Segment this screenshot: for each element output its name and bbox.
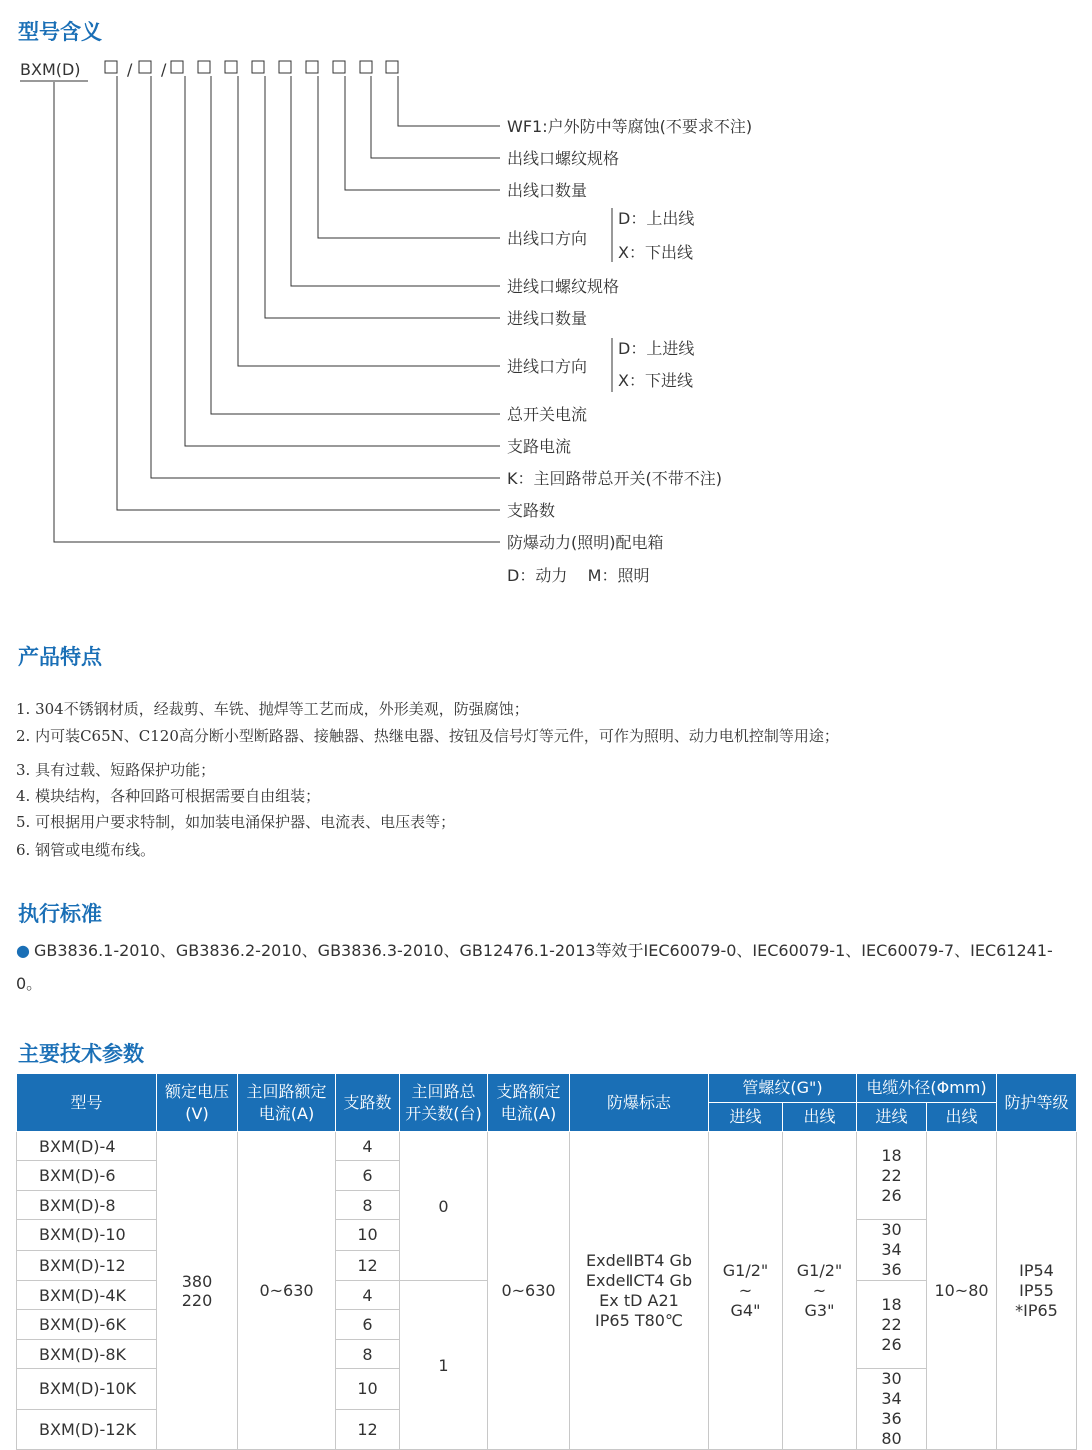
meaning-label: 出线口螺纹规格 (507, 149, 620, 168)
section-title-model-meaning: 型号含义 (18, 20, 102, 44)
meaning-label: 进线口数量 (507, 309, 588, 328)
model-cell: BXM(D)-6K (17, 1310, 157, 1340)
leader-line-11 (117, 76, 500, 510)
code-box-1 (105, 61, 117, 73)
leader-line-1 (398, 76, 500, 126)
meaning-label: 防爆动力(照明)配电箱 (507, 533, 664, 552)
code-box-9 (333, 61, 345, 73)
model-cell: BXM(D)-4K (17, 1281, 157, 1310)
main-current-cell: 0~630 (238, 1132, 336, 1450)
branch-count-cell: 8 (336, 1340, 400, 1369)
header-cable-outlet: 出线 (927, 1103, 997, 1132)
model-code-diagram (0, 0, 1092, 600)
standards-paragraph (16, 934, 1066, 1000)
code-box-2 (139, 61, 151, 73)
branch-count-cell: 10 (336, 1369, 400, 1410)
header-voltage-unit: (V) (185, 1103, 209, 1123)
feature-item: 4. 模块结构，各种回路可根据需要自由组装； (16, 787, 321, 805)
leader-line-5 (291, 76, 500, 286)
branch-count-cell: 6 (336, 1161, 400, 1191)
branch-count-cell: 6 (336, 1310, 400, 1340)
model-cell: BXM(D)-12K (17, 1409, 157, 1450)
header-main-switch-label: 主回路总 (411, 1081, 476, 1101)
thread-inlet-cell: G1/2" ~ G4" (709, 1132, 783, 1450)
code-box-4 (198, 61, 210, 73)
code-slash-2: / (161, 60, 167, 79)
branch-count-cell: 4 (336, 1281, 400, 1310)
voltage-cell: 380 220 (157, 1132, 238, 1450)
section-title-features: 产品特点 (18, 645, 102, 669)
header-main-current-unit: 电流(A) (258, 1103, 315, 1123)
header-protection: 防护等级 (997, 1074, 1077, 1132)
leader-line-3 (345, 76, 500, 190)
code-box-8 (306, 61, 318, 73)
code-slash-1: / (127, 60, 133, 79)
feature-item: 6. 钢管或电缆布线。 (16, 841, 156, 859)
branch-count-cell: 10 (336, 1220, 400, 1251)
code-box-5 (225, 61, 237, 73)
leader-line-2 (371, 76, 500, 158)
model-cell: BXM(D)-10K (17, 1369, 157, 1410)
header-model: 型号 (17, 1074, 157, 1132)
meaning-label: 进线口方向 (507, 357, 588, 376)
feature-item: 3. 具有过载、短路保护功能； (16, 761, 216, 779)
leader-line-8 (211, 76, 500, 414)
code-box-6 (252, 61, 264, 73)
box-type-note: D：动力 M：照明 (507, 566, 650, 585)
model-cell: BXM(D)-12 (17, 1250, 157, 1281)
header-ex-mark: 防爆标志 (570, 1074, 709, 1132)
parameter-table (16, 1073, 1077, 1450)
header-main-switch-unit: 开关数(台) (405, 1103, 482, 1123)
inlet-option-down: X：下进线 (618, 371, 693, 390)
feature-item: 2. 内可装C65N、C120高分断小型断路器、接触器、热继电器、按钮及信号灯等元件，可作为照明、动力电机控制等用途； (16, 727, 839, 745)
thread-outlet-cell: G1/2" ~ G3" (783, 1132, 857, 1450)
header-voltage (157, 1074, 238, 1132)
header-cable-inlet: 进线 (857, 1103, 927, 1132)
section-title-parameters: 主要技术参数 (18, 1042, 144, 1066)
model-code-line (20, 60, 88, 81)
outlet-option-up: D：上出线 (618, 209, 695, 228)
meaning-label: WF1:户外防中等腐蚀(不要求不注) (507, 117, 753, 136)
header-branches: 支路数 (336, 1074, 400, 1132)
meaning-label: 支路数 (507, 501, 556, 520)
header-cable-od: 电缆外径(Φmm) (857, 1074, 997, 1103)
feature-item: 5. 可根据用户要求特制，如加装电涌保护器、电流表、电压表等； (16, 813, 456, 831)
header-main-current-label: 主回路额定 (246, 1081, 327, 1101)
branch-current-cell: 0~630 (488, 1132, 570, 1450)
code-box-10 (360, 61, 372, 73)
cable-inlet-cell: 18 22 26 (857, 1132, 927, 1220)
header-thread-outlet: 出线 (783, 1103, 857, 1132)
cable-inlet-cell: 30 34 36 (857, 1220, 927, 1281)
code-box-7 (279, 61, 291, 73)
header-voltage-label: 额定电压 (164, 1081, 229, 1101)
leader-line-7 (238, 76, 500, 366)
leader-line-10 (151, 76, 500, 478)
header-branch-current-unit: 电流(A) (500, 1103, 557, 1123)
header-thread-inlet: 进线 (709, 1103, 783, 1132)
standards-text: GB3836.1-2010、GB3836.2-2010、GB3836.3-2010、GB12476.1-2013等效于IEC60079-0、IEC60079-1、IEC60079-7、IEC61241-0。 (16, 941, 1053, 993)
header-main-switch (400, 1074, 488, 1132)
code-box-3 (171, 61, 183, 73)
bullet-icon: ● (16, 941, 30, 960)
cable-inlet-cell: 18 22 26 (857, 1281, 927, 1369)
switch-count-cell: 0 (400, 1132, 488, 1281)
meaning-label: 进线口螺纹规格 (507, 277, 620, 296)
inlet-option-up: D：上进线 (618, 339, 695, 358)
section-title-standards: 执行标准 (18, 902, 102, 926)
table-body (17, 1132, 1077, 1450)
branch-count-cell: 8 (336, 1191, 400, 1220)
cable-outlet-cell: 10~80 (927, 1132, 997, 1450)
meaning-label: 出线口数量 (507, 181, 588, 200)
meaning-label: 支路电流 (507, 437, 572, 456)
branch-count-cell: 12 (336, 1409, 400, 1450)
header-pipe-thread: 管螺纹(G") (709, 1074, 857, 1103)
header-branch-current (488, 1074, 570, 1132)
branch-count-cell: 4 (336, 1132, 400, 1161)
leader-line-6 (265, 76, 500, 318)
leader-line-9 (185, 76, 500, 446)
header-branch-current-label: 支路额定 (496, 1081, 561, 1101)
meaning-label: K：主回路带总开关(不带不注) (507, 469, 722, 488)
ex-mark-cell: ExdeⅡBT4 Gb ExdeⅡCT4 Gb Ex tD A21 IP65 T80℃ (570, 1132, 709, 1450)
table-row (17, 1132, 1077, 1161)
model-cell: BXM(D)-10 (17, 1220, 157, 1251)
model-cell: BXM(D)-8K (17, 1340, 157, 1369)
header-main-current (238, 1074, 336, 1132)
model-cell: BXM(D)-4 (17, 1132, 157, 1161)
code-box-11 (386, 61, 398, 73)
protection-cell: IP54 IP55 *IP65 (997, 1132, 1077, 1450)
meaning-label: 总开关电流 (507, 405, 588, 424)
cable-inlet-cell: 30 34 36 80 (857, 1369, 927, 1450)
model-cell: BXM(D)-8 (17, 1191, 157, 1220)
branch-count-cell: 12 (336, 1250, 400, 1281)
outlet-option-down: X：下出线 (618, 243, 693, 262)
model-cell: BXM(D)-6 (17, 1161, 157, 1191)
meaning-label: 出线口方向 (507, 229, 588, 248)
leader-line-12 (54, 82, 500, 542)
feature-item: 1. 304不锈钢材质，经裁剪、车铣、抛焊等工艺而成，外形美观，防强腐蚀； (16, 700, 529, 718)
switch-count-cell: 1 (400, 1281, 488, 1450)
model-prefix: BXM(D) (20, 60, 81, 79)
